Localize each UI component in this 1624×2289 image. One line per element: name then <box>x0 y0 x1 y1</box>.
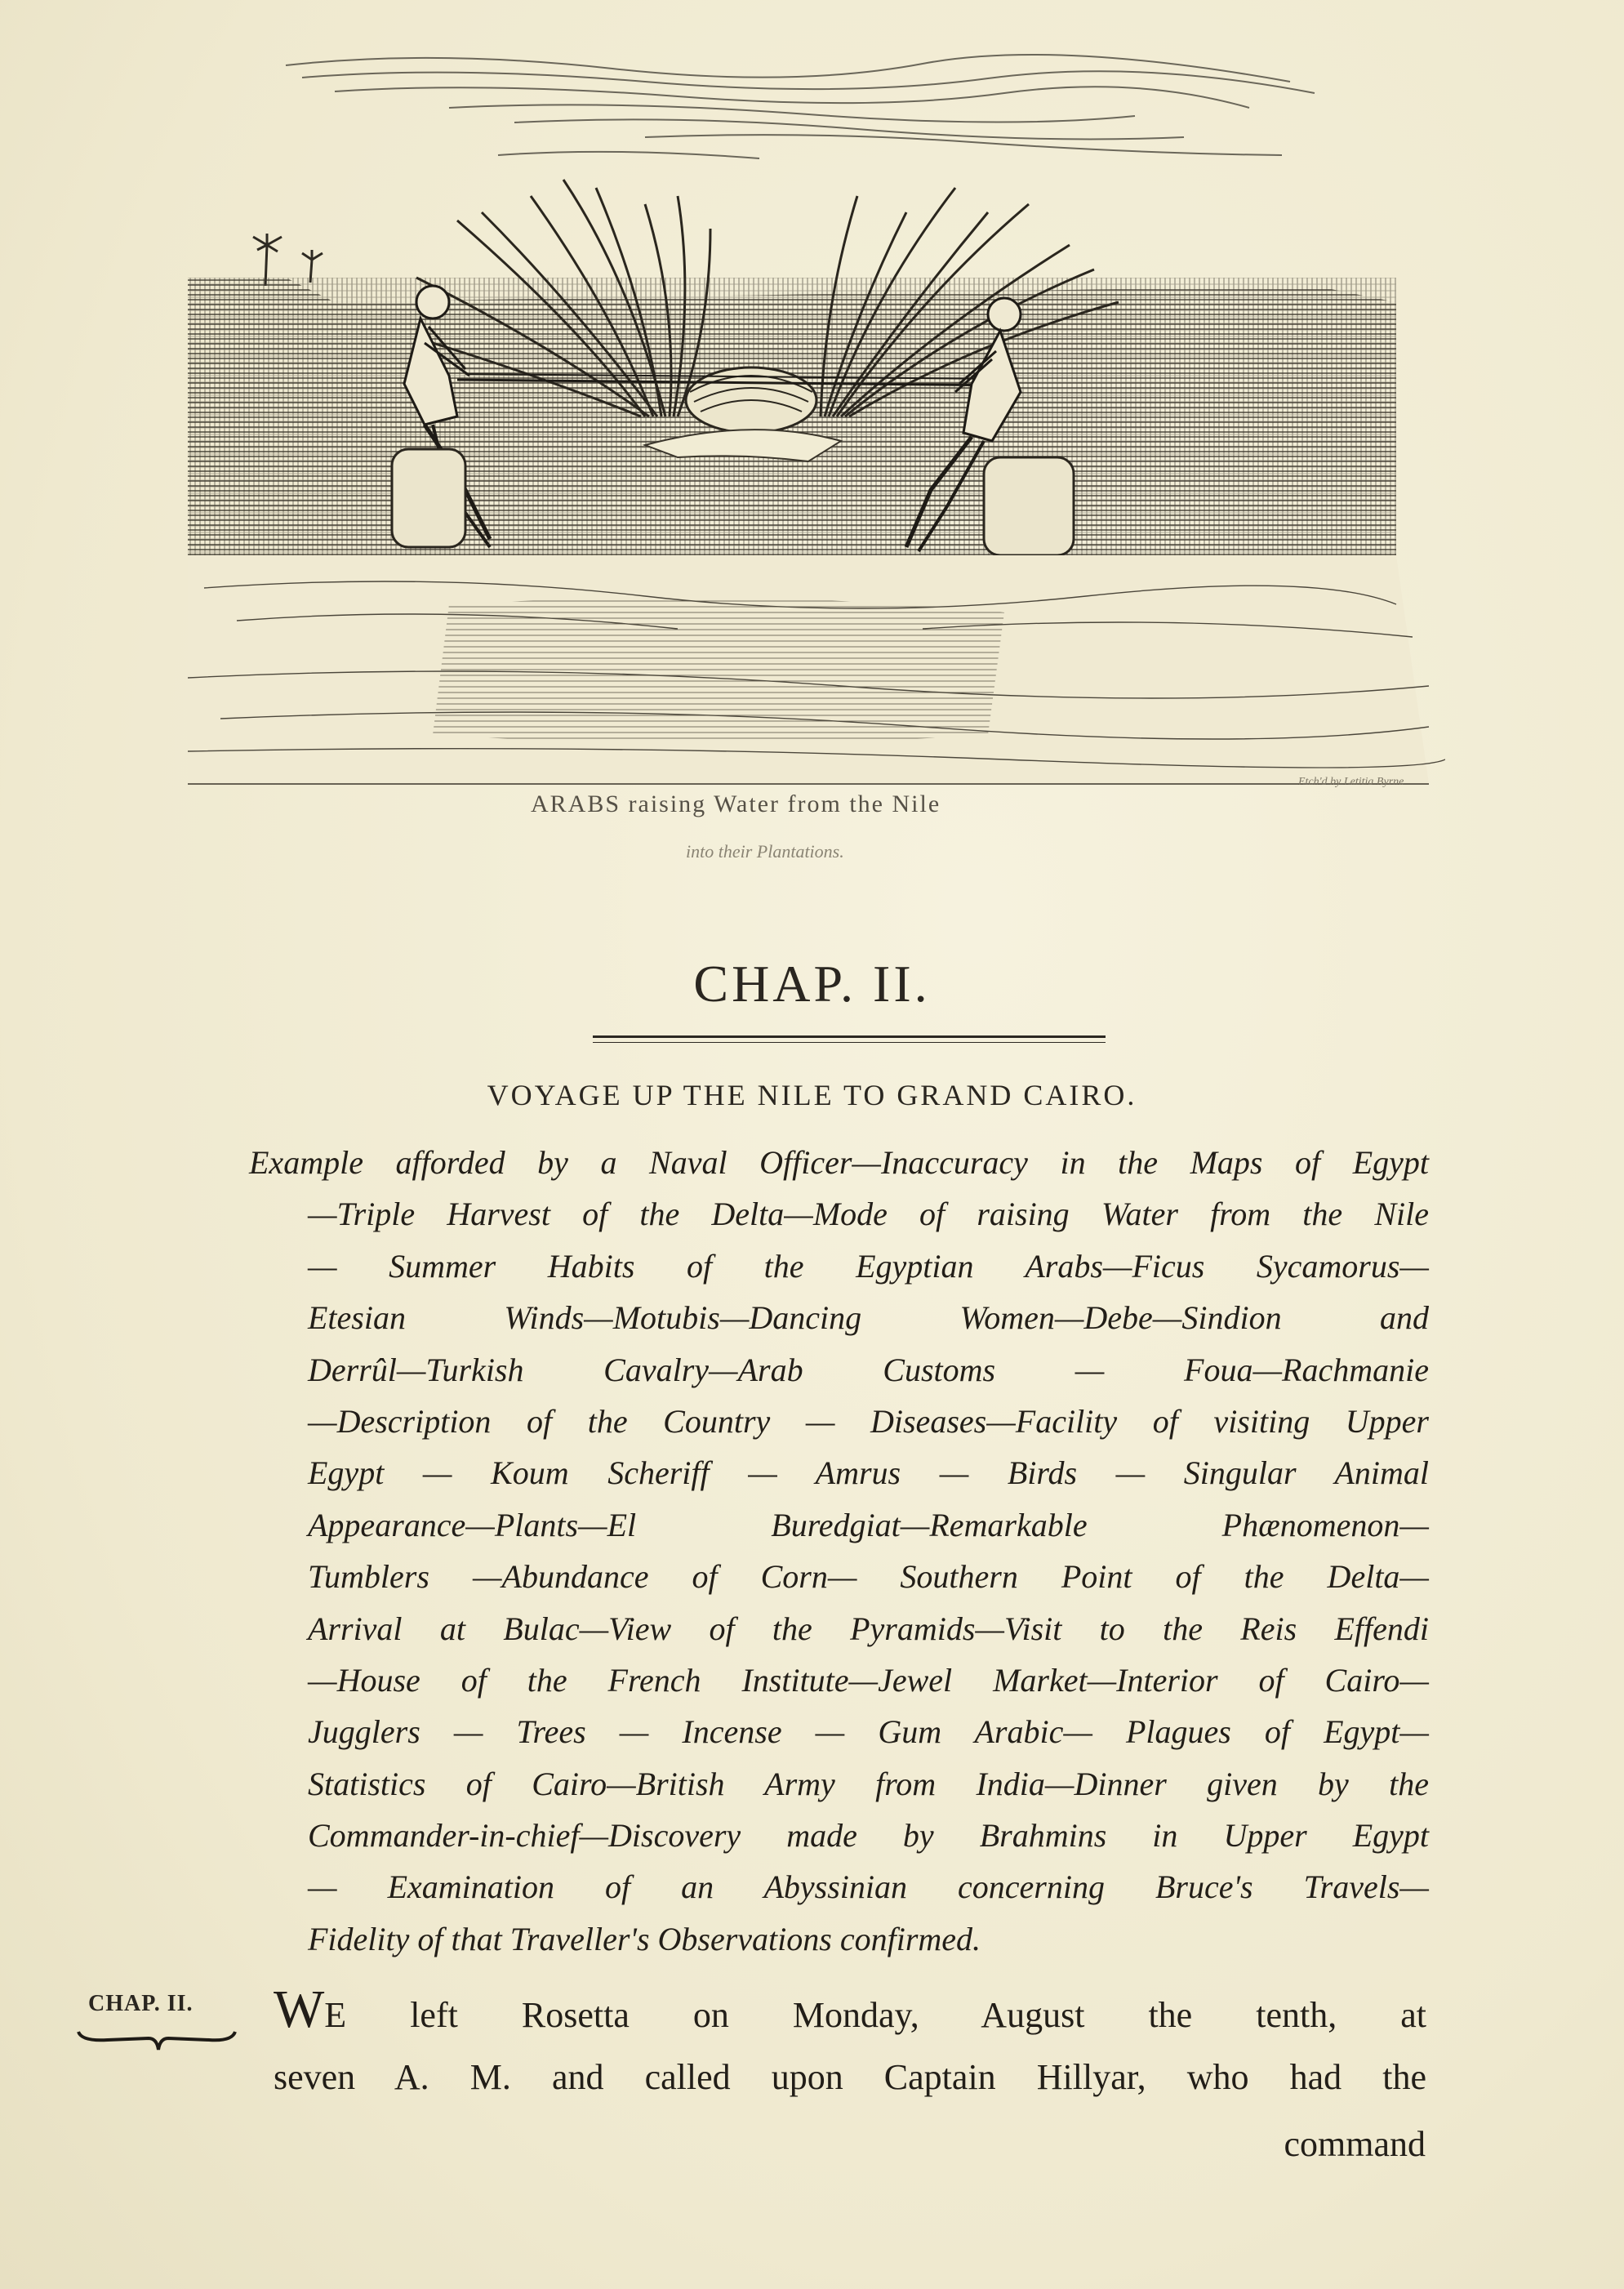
body-line-2: seven A. M. and called upon Captain Hillyar, who had the <box>274 2057 1426 2097</box>
contents-line: Appearance—Plants—El Buredgiat—Remarkable Phænomenon— <box>308 1506 1429 1543</box>
contents-line: Fidelity of that Traveller's Observations confirmed. <box>308 1920 981 1957</box>
chapter-subtitle: VOYAGE UP THE NILE TO GRAND CAIRO. <box>487 1079 1137 1111</box>
plate-caption: ARABS raising Water from the Nile <box>531 790 941 817</box>
plate-caption-sub: into their Plantations. <box>686 841 844 862</box>
contents-line: — Examination of an Abyssinian concerning Bruce's Travels— <box>308 1868 1429 1906</box>
contents-line: Tumblers —Abundance of Corn— Southern Point of the Delta— <box>308 1558 1429 1596</box>
chapter-title: CHAP. II. <box>693 955 931 1013</box>
contents-line: Etesian Winds—Motubis—Dancing Women—Debe—Sindion and <box>308 1299 1429 1337</box>
body-line-1-text: E left Rosetta on Monday, August the tenth, at <box>324 1995 1426 2035</box>
chapter-contents <box>249 1137 1429 1965</box>
body-line-1 <box>274 1979 1426 2046</box>
body-text <box>274 1979 1426 2109</box>
contents-line: Derrûl—Turkish Cavalry—Arab Customs — Foua—Rachmanie <box>308 1351 1429 1388</box>
title-rule-thin <box>593 1042 1106 1043</box>
margin-chapter-note: CHAP. II. <box>88 1991 194 2016</box>
contents-line: —Triple Harvest of the Delta—Mode of raising Water from the Nile <box>308 1196 1429 1233</box>
contents-line: Example afforded by a Naval Officer—Inaccuracy in the Maps of Egypt <box>249 1144 1429 1181</box>
catchword: command <box>1284 2124 1426 2164</box>
contents-line: Jugglers — Trees — Incense — Gum Arabic— Plagues of Egypt— <box>308 1713 1429 1751</box>
contents-line: — Summer Habits of the Egyptian Arabs—Ficus Sycamorus— <box>308 1247 1429 1285</box>
contents-line: Arrival at Bulac—View of the Pyramids—Visit to the Reis Effendi <box>308 1610 1429 1647</box>
contents-line: —House of the French Institute—Jewel Market—Interior of Cairo— <box>308 1661 1429 1699</box>
water-channel <box>433 598 1004 743</box>
contents-line: —Description of the Country — Diseases—Facility of visiting Upper <box>308 1402 1429 1440</box>
etcher-credit: Etch'd by Letitia Byrne <box>1298 776 1404 788</box>
engraving-plate <box>188 33 1445 817</box>
contents-line: Statistics of Cairo—British Army from India—Dinner given by the <box>308 1765 1429 1802</box>
contents-line: Egypt — Koum Scheriff — Amrus — Birds — Singular Animal <box>308 1454 1429 1492</box>
drop-cap: W <box>274 1979 325 2039</box>
brace-icon <box>75 2027 238 2056</box>
title-rule <box>593 1035 1106 1038</box>
clouds <box>286 55 1315 158</box>
contents-line: Commander-in-chief—Discovery made by Brahmins in Upper Egypt <box>308 1817 1429 1855</box>
